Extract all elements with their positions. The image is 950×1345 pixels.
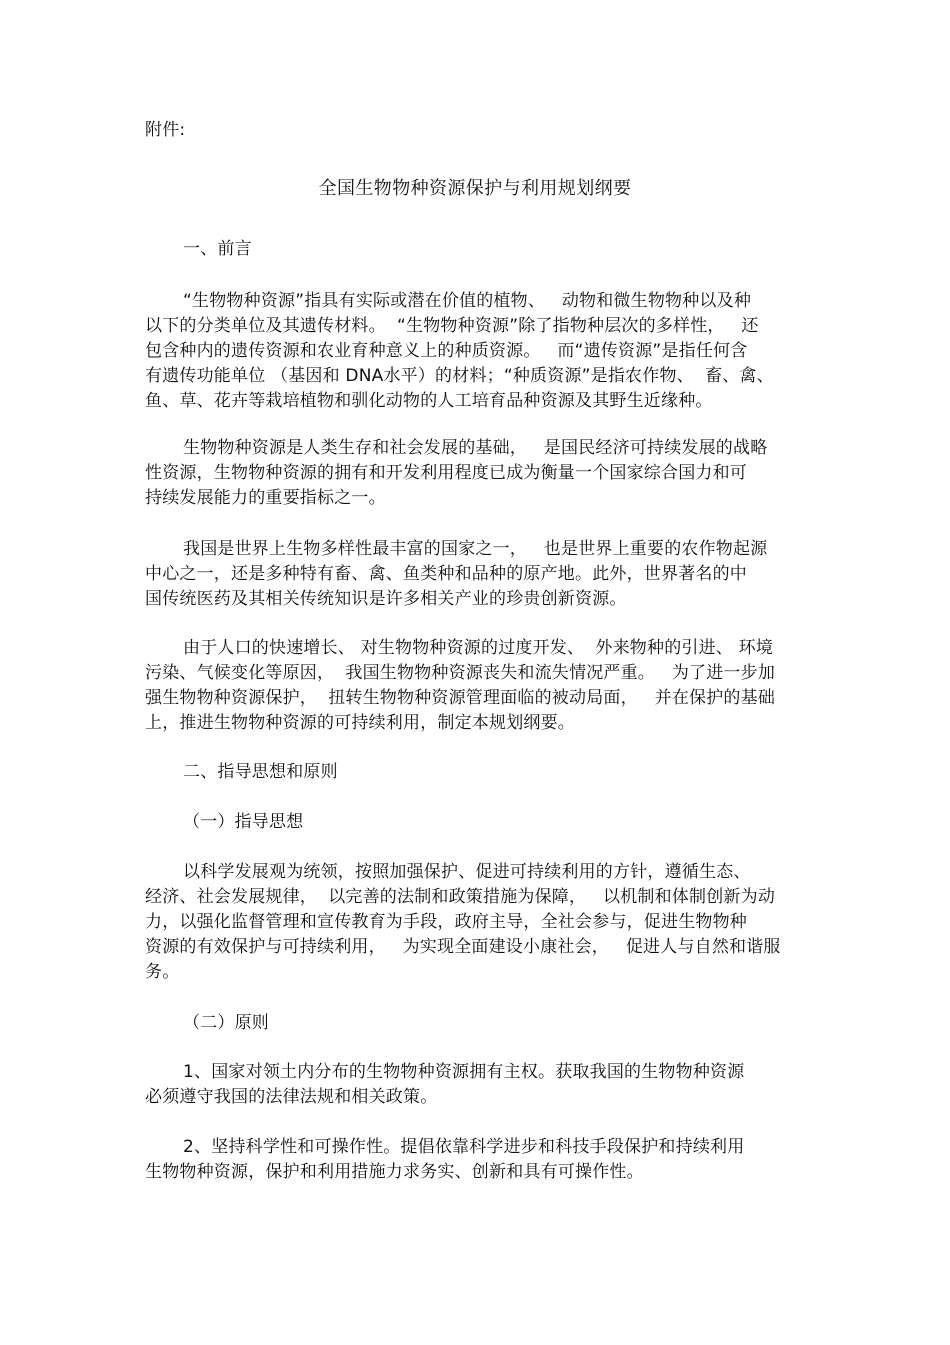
paragraph-line: 由于人口的快速增长、 对生物物种资源的过度开发、 外来物种的引进、 环境 <box>183 638 774 658</box>
paragraph-line: 鱼、草、花卉等栽培植物和驯化动物的人工培育品种资源及其野生近缘种。 <box>145 391 713 411</box>
paragraph-4 <box>145 636 805 736</box>
paragraph-line: 上，推进生物物种资源的可持续利用，制定本规划纲要。 <box>145 713 575 733</box>
subsection-heading: （二）原则 <box>183 1013 269 1033</box>
paragraph-line: 污染、气候变化等原因， 我国生物物种资源丧失和流失情况严重。 为了进一步加 <box>145 663 776 683</box>
paragraph-line: 有遗传功能单位 （基因和 DNA水平）的材料；“种质资源”是指农作物、 畜、禽、 <box>145 366 774 386</box>
paragraph-1 <box>145 289 805 414</box>
section-heading: 一、前言 <box>183 239 252 259</box>
paragraph-line: 我国是世界上生物多样性最丰富的国家之一， 也是世界上重要的农作物起源 <box>183 539 768 559</box>
subsection-2-2-heading-block <box>145 1011 805 1036</box>
paragraph-line: 性资源，生物物种资源的拥有和开发利用程度已成为衡量一个国家综合国力和可 <box>145 463 747 483</box>
paragraph-line: 以下的分类单位及其遗传材料。 “生物物种资源”除了指物种层次的多样性， 还 <box>145 316 759 336</box>
paragraph-2 <box>145 436 805 511</box>
paragraph-6 <box>145 1060 805 1110</box>
paragraph-line: “生物物种资源”指具有实际或潜在价值的植物、 动物和微生物物种以及种 <box>183 291 752 311</box>
paragraph-3 <box>145 537 805 612</box>
subsection-heading: （一）指导思想 <box>183 812 304 832</box>
subsection-2-1-heading-block <box>145 810 805 835</box>
document-title: 全国生物物种资源保护与利用规划纲要 <box>318 178 632 199</box>
paragraph-line: 生物物种资源，保护和利用措施力求务实、创新和具有可操作性。 <box>145 1162 644 1182</box>
paragraph-line: 资源的有效保护与可持续利用， 为实现全面建设小康社会， 促进人与自然和谐服 <box>145 937 781 957</box>
attachment-label: 附件: <box>145 120 186 140</box>
section-1-heading-block <box>145 237 805 262</box>
section-heading: 二、指导思想和原则 <box>183 762 338 782</box>
paragraph-line: 力，以强化监督管理和宣传教育为手段，政府主导，全社会参与，促进生物物种 <box>145 912 747 932</box>
paragraph-line: 国传统医药及其相关传统知识是许多相关产业的珍贵创新资源。 <box>145 589 627 609</box>
paragraph-line: 包含种内的遗传资源和农业育种意义上的种质资源。 而“遗传资源”是指任何含 <box>145 341 748 361</box>
paragraph-line: 生物物种资源是人类生存和社会发展的基础， 是国民经济可持续发展的战略 <box>183 438 768 458</box>
paragraph-line: 持续发展能力的重要指标之一。 <box>145 488 386 508</box>
paragraph-line: 必须遵守我国的法律法规和相关政策。 <box>145 1087 438 1107</box>
paragraph-line: 务。 <box>145 962 180 982</box>
paragraph-line: 以科学发展观为统领，按照加强保护、促进可持续利用的方针，遵循生态、 <box>183 862 751 882</box>
paragraph-line: 1、国家对领土内分布的生物物种资源拥有主权。获取我国的生物物种资源 <box>183 1062 745 1082</box>
paragraph-line: 2、坚持科学性和可操作性。提倡依靠科学进步和科技手段保护和持续利用 <box>183 1137 745 1157</box>
paragraph-line: 经济、社会发展规律， 以完善的法制和政策措施为保障， 以机制和体制创新为动 <box>145 887 776 907</box>
paragraph-7 <box>145 1135 805 1185</box>
paragraph-5 <box>145 860 805 985</box>
paragraph-line: 强生物物种资源保护， 扭转生物物种资源管理面临的被动局面， 并在保护的基础 <box>145 688 776 708</box>
attachment-label-block <box>145 118 805 143</box>
section-2-heading-block <box>145 760 805 785</box>
paragraph-line: 中心之一，还是多种特有畜、禽、鱼类种和品种的原产地。此外，世界著名的中 <box>145 564 747 584</box>
